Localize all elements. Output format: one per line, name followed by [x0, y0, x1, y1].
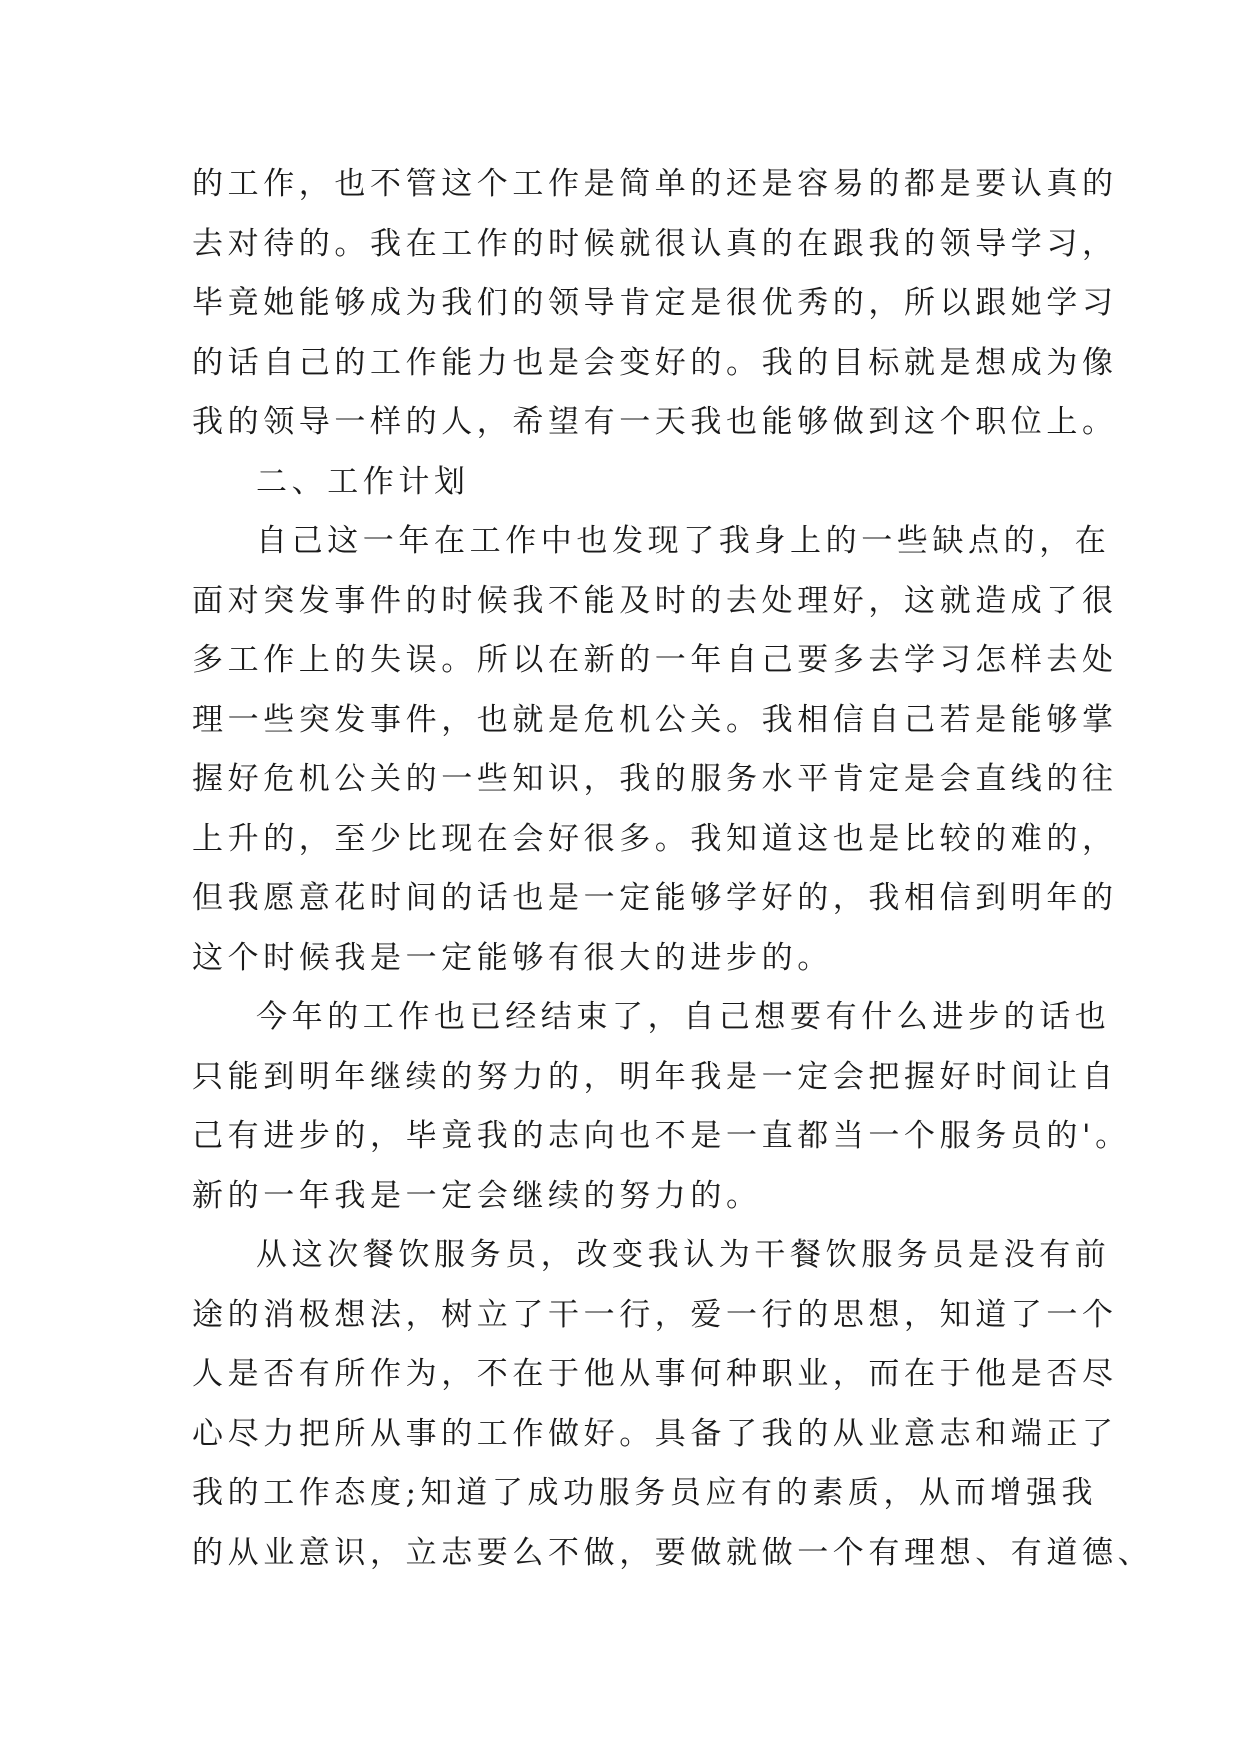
text-line: 我的工作态度;知道了成功服务员应有的素质，从而增强我 [192, 1475, 1098, 1511]
text-line: 多工作上的失误。所以在新的一年自己要多去学习怎样去处 [192, 642, 1118, 678]
text-line: 毕竟她能够成为我们的领导肯定是很优秀的，所以跟她学习 [192, 285, 1118, 321]
text-line: 心尽力把所从事的工作做好。具备了我的从业意志和端正了 [192, 1415, 1118, 1452]
text-line: 途的消极想法，树立了干一行，爱一行的思想，知道了一个 [192, 1296, 1118, 1333]
text-line: 我的领导一样的人，希望有一天我也能够做到这个职位上。 [192, 404, 1118, 440]
text-line: 这个时候我是一定能够有很大的进步的。 [192, 939, 833, 976]
body-text [192, 155, 1154, 1583]
text-line: 今年的工作也已经结束了，自己想要有什么进步的话也 [256, 999, 1111, 1035]
text-line: 握好危机公关的一些知识，我的服务水平肯定是会直线的往 [192, 761, 1118, 797]
text-line: 的话自己的工作能力也是会变好的。我的目标就是想成为像 [192, 344, 1118, 381]
text-line: 从这次餐饮服务员，改变我认为干餐饮服务员是没有前 [256, 1237, 1111, 1273]
text-line: 人是否有所作为，不在于他从事何种职业，而在于他是否尽 [192, 1356, 1118, 1392]
section-heading: 二、工作计划 [256, 463, 470, 500]
text-line: 的从业意识，立志要么不做，要做就做一个有理想、有道德、 [192, 1534, 1154, 1571]
text-line: 理一些突发事件，也就是危机公关。我相信自己若是能够掌 [192, 701, 1118, 738]
text-line: 的工作，也不管这个工作是简单的还是容易的都是要认真的 [192, 166, 1118, 202]
text-line: 去对待的。我在工作的时候就很认真的在跟我的领导学习， [192, 225, 1118, 262]
text-line: 新的一年我是一定会继续的努力的。 [192, 1177, 762, 1214]
text-line: 面对突发事件的时候我不能及时的去处理好，这就造成了很 [192, 582, 1118, 619]
text-line: 但我愿意花时间的话也是一定能够学好的，我相信到明年的 [192, 880, 1118, 916]
text-line: 己有进步的，毕竟我的志向也不是一直都当一个服务员的'。 [192, 1118, 1131, 1154]
text-line: 上升的，至少比现在会好很多。我知道这也是比较的难的， [192, 820, 1118, 857]
text-line: 只能到明年继续的努力的，明年我是一定会把握好时间让自 [192, 1058, 1118, 1095]
text-line: 自己这一年在工作中也发现了我身上的一些缺点的，在 [256, 523, 1111, 559]
